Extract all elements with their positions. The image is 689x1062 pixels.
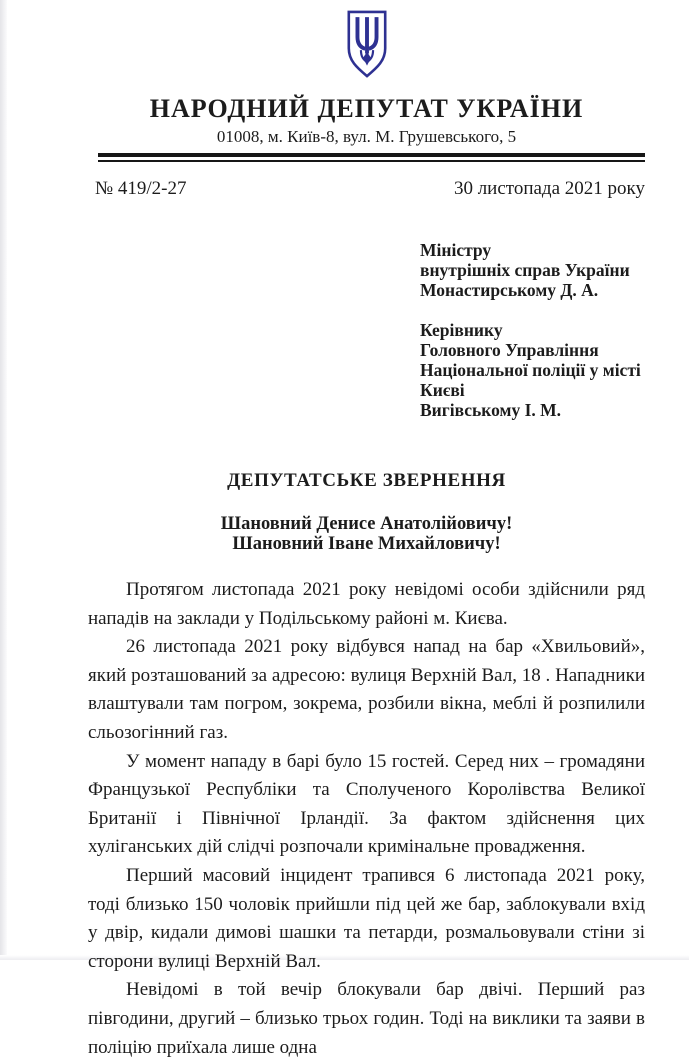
body-paragraph: Протягом листопада 2021 року невідомі особи здійснили ряд нападів на заклади у Подільському районі м. Києва.	[88, 579, 645, 629]
addressee-section	[420, 240, 648, 420]
addressee-line: Національної поліції у місті	[420, 360, 641, 380]
document-title: ДЕПУТАТСЬКЕ ЗВЕРНЕННЯ	[227, 470, 506, 491]
addressee-line: внутрішніх справ України	[420, 260, 630, 280]
salutation-block	[88, 514, 645, 554]
body-paragraph: 26 листопада 2021 року відбувся напад на бар «Хвильовий», який розташований за адресою: вулиця Верхній Вал, 18 . Нападники влаштували там погром, зокрема, розбили вікна, меблі й розпилили сльозогінний газ.	[88, 636, 645, 743]
reference-row	[88, 178, 645, 200]
letterhead	[88, 0, 645, 162]
document-page	[88, 0, 645, 1062]
addressee-line: Києві	[420, 380, 465, 400]
body-paragraph: Невідомі в той вечір блокували бар двічі. Перший раз півгодини, другий – близько трьох годин. Тоді на виклики та заяви в поліцію приїхала лише одна	[88, 979, 645, 1058]
ref-number: № 419/2-27	[95, 178, 187, 199]
org-address: 01008, м. Київ-8, вул. М. Грушевського, 5	[216, 127, 517, 146]
addressee-line: Вигівському І. М.	[420, 400, 562, 420]
addressee-line: Керівнику	[420, 320, 503, 340]
addressee-line: Головного Управління	[420, 340, 599, 360]
addressee-block-police-chief	[420, 320, 648, 420]
body-paragraph: Перший масовий інцидент трапився 6 листопада 2021 року, тоді близько 150 чоловік прийшли під цей же бар, заблокували вхід у двір, кидали димові шашки та петарди, розмальовували стіни зі сторони вулиці Верхній Вал.	[88, 864, 645, 972]
ref-date: 30 листопада 2021 року	[453, 178, 645, 199]
org-title: НАРОДНИЙ ДЕПУТАТ УКРАЇНИ	[149, 94, 584, 123]
salutation-line: Шановний Денисе Анатолійовичу!	[220, 514, 513, 534]
photo-edge-left	[0, 0, 7, 960]
addressee-block-minister	[420, 240, 648, 300]
addressee-line: Монастирському Д. А.	[420, 280, 599, 300]
letter-body	[88, 576, 645, 1062]
ukraine-trident-emblem-icon	[341, 8, 393, 80]
letterhead-rule	[98, 153, 645, 162]
salutation-line: Шановний Іване Михайловичу!	[232, 534, 501, 554]
body-paragraph: У момент нападу в барі було 15 гостей. Серед них – громадяни Французької Республіки та Сполученого Королівства Великої Британії і Північної Ірландії. За фактом здійснення цих хуліганських дій слідчі розпочали кримінальне провадження.	[88, 750, 645, 858]
addressee-line: Міністру	[420, 240, 492, 260]
